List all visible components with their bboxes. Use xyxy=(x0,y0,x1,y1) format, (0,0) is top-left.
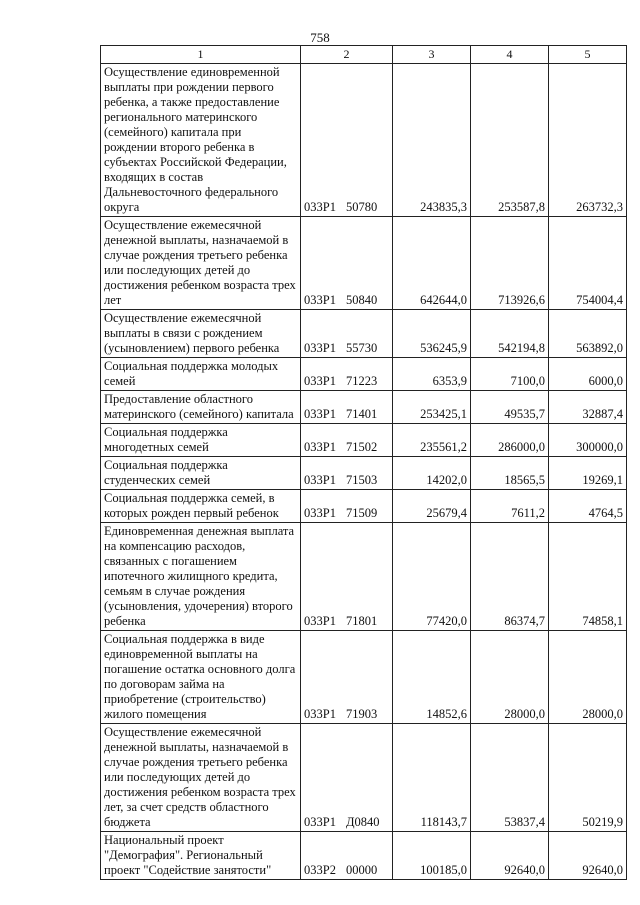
code-program: 033P1 xyxy=(304,374,336,388)
row-name: Единовременная денежная выплата на компенсацию расходов, связанных с погашением ипотечного жилищного кредита, семьям в случае рождения (усыновления, удочерения) второго ребенка xyxy=(101,523,301,631)
row-code xyxy=(301,217,393,310)
value-col4: 713926,6 xyxy=(471,217,549,310)
value-col4: 53837,4 xyxy=(471,724,549,832)
code-item: 71502 xyxy=(346,440,378,454)
table-header-row xyxy=(101,46,627,64)
value-col5: 4764,5 xyxy=(549,490,627,523)
budget-table xyxy=(100,45,627,880)
row-code xyxy=(301,490,393,523)
code-program: 033P1 xyxy=(304,341,336,355)
header-cell: 5 xyxy=(549,46,627,64)
value-col3: 118143,7 xyxy=(393,724,471,832)
row-name: Социальная поддержка семей, в которых рожден первый ребенок xyxy=(101,490,301,523)
page-number: 758 xyxy=(310,30,330,45)
row-code xyxy=(301,523,393,631)
code-program: 033P1 xyxy=(304,614,336,628)
value-col4: 28000,0 xyxy=(471,631,549,724)
code-item: 50780 xyxy=(346,200,378,214)
value-col4: 286000,0 xyxy=(471,424,549,457)
value-col4: 92640,0 xyxy=(471,832,549,880)
table-row xyxy=(101,424,627,457)
code-program: 033P1 xyxy=(304,293,336,307)
code-item: 71509 xyxy=(346,506,378,520)
table-row xyxy=(101,724,627,832)
row-name: Социальная поддержка многодетных семей xyxy=(101,424,301,457)
row-code xyxy=(301,391,393,424)
row-name: Национальный проект "Демография". Региональный проект "Содействие занятости" xyxy=(101,832,301,880)
value-col5: 300000,0 xyxy=(549,424,627,457)
row-code xyxy=(301,457,393,490)
value-col5: 754004,4 xyxy=(549,217,627,310)
row-code xyxy=(301,724,393,832)
value-col5: 32887,4 xyxy=(549,391,627,424)
row-name: Социальная поддержка в виде единовременной выплаты на погашение остатка основного долга по договорам займа на приобретение (строительство) жилого помещения xyxy=(101,631,301,724)
value-col3: 25679,4 xyxy=(393,490,471,523)
table-row xyxy=(101,490,627,523)
row-name: Социальная поддержка молодых семей xyxy=(101,358,301,391)
table-row xyxy=(101,391,627,424)
code-program: 033P1 xyxy=(304,473,336,487)
value-col5: 263732,3 xyxy=(549,64,627,217)
table-row xyxy=(101,310,627,358)
value-col4: 7611,2 xyxy=(471,490,549,523)
row-code xyxy=(301,832,393,880)
code-item: 71503 xyxy=(346,473,378,487)
code-item: 55730 xyxy=(346,341,378,355)
code-item: Д0840 xyxy=(346,815,380,829)
value-col3: 100185,0 xyxy=(393,832,471,880)
value-col5: 28000,0 xyxy=(549,631,627,724)
table-row xyxy=(101,457,627,490)
table-row xyxy=(101,832,627,880)
value-col4: 7100,0 xyxy=(471,358,549,391)
row-code xyxy=(301,310,393,358)
value-col3: 536245,9 xyxy=(393,310,471,358)
row-code xyxy=(301,631,393,724)
row-name: Осуществление ежемесячной денежной выплаты, назначаемой в случае рождения третьего ребенка или последующих детей до достижения ребенком возраста трех лет xyxy=(101,217,301,310)
value-col3: 253425,1 xyxy=(393,391,471,424)
table-row xyxy=(101,217,627,310)
code-item: 71903 xyxy=(346,707,378,721)
row-code xyxy=(301,358,393,391)
row-name: Предоставление областного материнского (семейного) капитала xyxy=(101,391,301,424)
code-program: 033P2 xyxy=(304,863,336,877)
value-col4: 18565,5 xyxy=(471,457,549,490)
value-col3: 6353,9 xyxy=(393,358,471,391)
table-row xyxy=(101,358,627,391)
table-row xyxy=(101,523,627,631)
code-program: 033P1 xyxy=(304,506,336,520)
value-col5: 563892,0 xyxy=(549,310,627,358)
value-col5: 19269,1 xyxy=(549,457,627,490)
value-col4: 253587,8 xyxy=(471,64,549,217)
code-program: 033P1 xyxy=(304,407,336,421)
value-col4: 86374,7 xyxy=(471,523,549,631)
value-col4: 49535,7 xyxy=(471,391,549,424)
code-program: 033P1 xyxy=(304,440,336,454)
value-col3: 77420,0 xyxy=(393,523,471,631)
code-item: 00000 xyxy=(346,863,378,877)
row-name: Осуществление единовременной выплаты при рождении первого ребенка, а также предоставление регионального материнского (семейного) капитала при рождении второго ребенка в субъектах Российской Федерации, входящих в состав Дальневосточного федерального округа xyxy=(101,64,301,217)
table-row xyxy=(101,64,627,217)
row-code xyxy=(301,424,393,457)
value-col3: 642644,0 xyxy=(393,217,471,310)
code-program: 033P1 xyxy=(304,815,336,829)
header-cell: 1 xyxy=(101,46,301,64)
code-program: 033P1 xyxy=(304,200,336,214)
code-item: 71801 xyxy=(346,614,378,628)
row-name: Осуществление ежемесячной выплаты в связи с рождением (усыновлением) первого ребенка xyxy=(101,310,301,358)
value-col5: 92640,0 xyxy=(549,832,627,880)
code-item: 71401 xyxy=(346,407,378,421)
row-name: Осуществление ежемесячной денежной выплаты, назначаемой в случае рождения третьего ребенка или последующих детей до достижения ребенком возраста трех лет, за счет средств областного бюджета xyxy=(101,724,301,832)
code-item: 71223 xyxy=(346,374,378,388)
value-col4: 542194,8 xyxy=(471,310,549,358)
row-code xyxy=(301,64,393,217)
value-col5: 50219,9 xyxy=(549,724,627,832)
row-name: Социальная поддержка студенческих семей xyxy=(101,457,301,490)
code-program: 033P1 xyxy=(304,707,336,721)
header-cell: 2 xyxy=(301,46,393,64)
value-col3: 243835,3 xyxy=(393,64,471,217)
value-col3: 14202,0 xyxy=(393,457,471,490)
value-col5: 74858,1 xyxy=(549,523,627,631)
header-cell: 3 xyxy=(393,46,471,64)
value-col3: 235561,2 xyxy=(393,424,471,457)
header-cell: 4 xyxy=(471,46,549,64)
value-col5: 6000,0 xyxy=(549,358,627,391)
code-item: 50840 xyxy=(346,293,378,307)
table-row xyxy=(101,631,627,724)
value-col3: 14852,6 xyxy=(393,631,471,724)
